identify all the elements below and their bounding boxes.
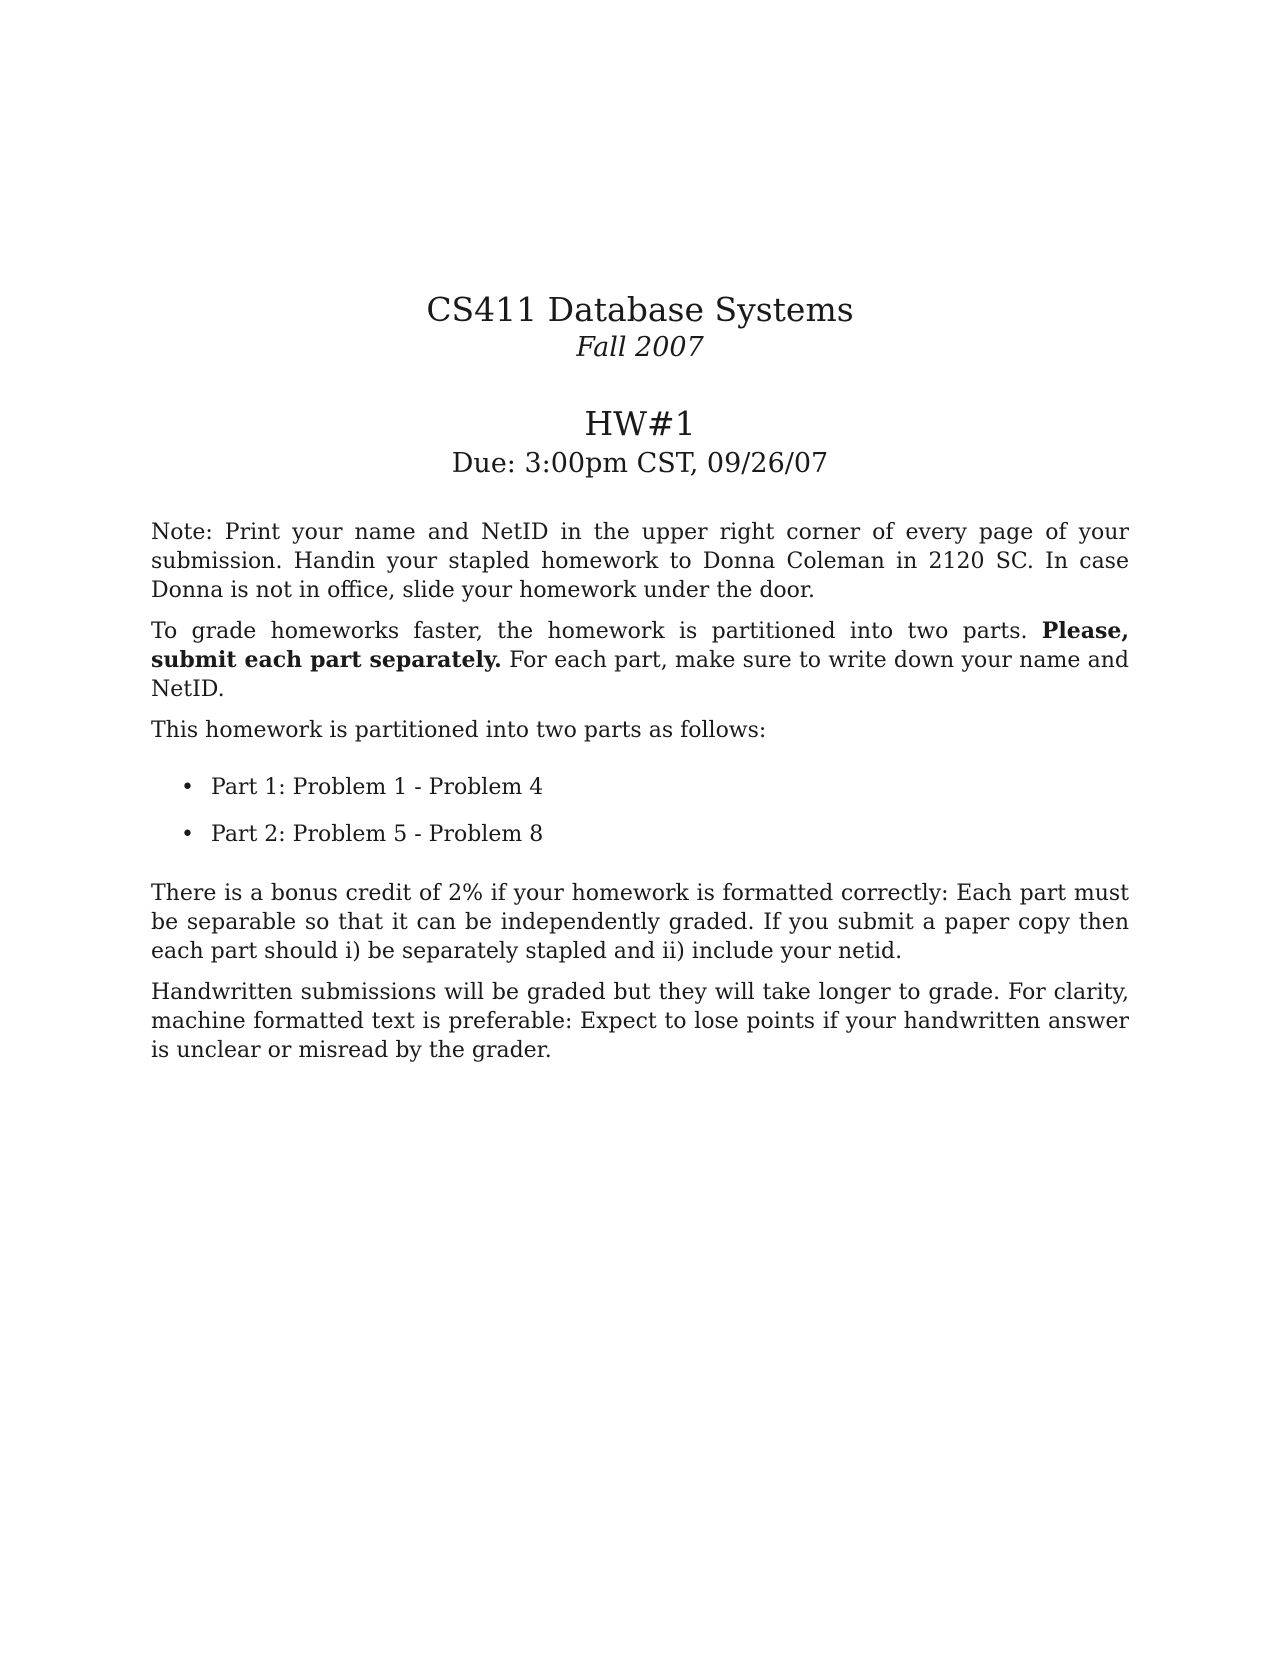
homework-title: HW#1	[584, 404, 696, 443]
grading-paragraph	[151, 617, 1129, 704]
bullet-icon: •	[181, 775, 194, 800]
course-title: CS411 Database Systems	[426, 290, 854, 329]
part-label: Part 1: Problem 1 - Problem 4	[211, 775, 544, 800]
submission-note: Note: Print your name and NetID in the upper right corner of every page of your submission. Handin your stapled homework to Donna Coleman in 2120 SC. In case Donna is not in office, slide your homework under the door.	[151, 520, 1129, 603]
document-body	[151, 518, 1129, 1077]
list-item	[181, 820, 1129, 849]
grading-intro: To grade homeworks faster, the homework is partitioned into two parts.	[151, 619, 1028, 644]
grading-bold-instruction: Please, submit each part separately.	[151, 618, 1129, 673]
document-header	[0, 290, 1280, 482]
grading-rest: For each part, make sure to write down your name and NetID.	[151, 648, 1130, 702]
partition-intro: This homework is partitioned into two parts as follows:	[151, 718, 767, 743]
handwritten-paragraph: Handwritten submissions will be graded but they will take longer to grade. For clarity, machine formatted text is preferable: Expect to lose points if your handwritten answer is unclear or misread by the grader.	[151, 980, 1129, 1063]
bonus-paragraph: There is a bonus credit of 2% if your homework is formatted correctly: Each part must be separable so that it can be independently graded. If you submit a paper copy then each part should i) be separately stapled and ii) include your netid.	[151, 881, 1129, 964]
list-item	[181, 773, 1129, 802]
term-label: Fall 2007	[576, 332, 704, 363]
part-label: Part 2: Problem 5 - Problem 8	[211, 822, 544, 847]
bullet-icon: •	[181, 822, 194, 847]
due-date: Due: 3:00pm CST, 09/26/07	[451, 448, 829, 479]
parts-list	[181, 773, 1129, 849]
